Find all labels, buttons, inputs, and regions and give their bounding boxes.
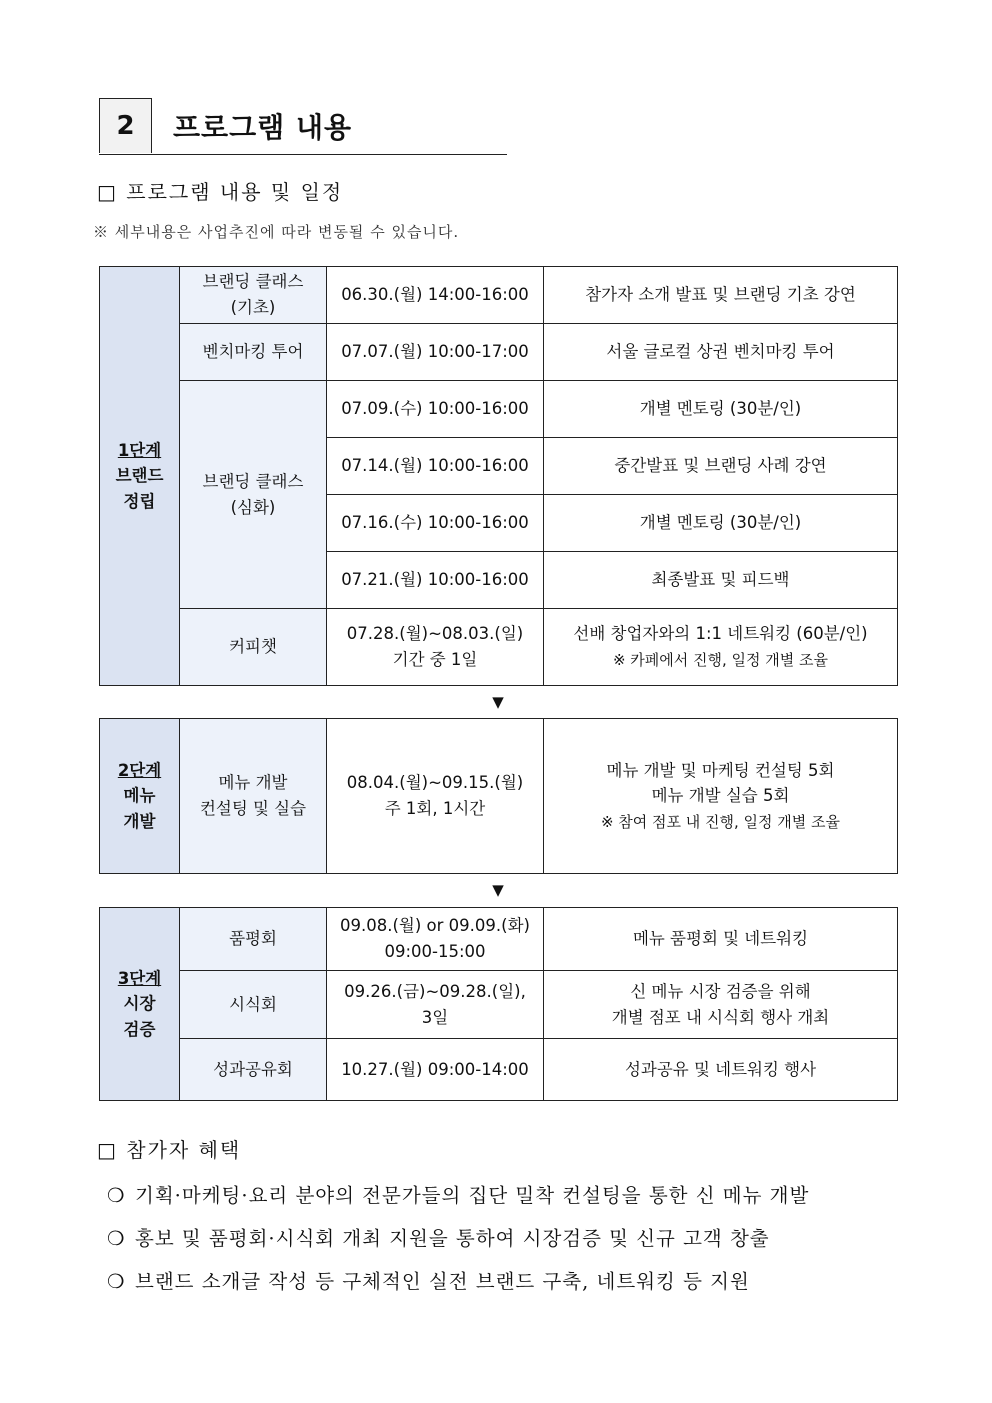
bullet-circle-icon: ❍ [107, 1227, 126, 1250]
bullet-circle-icon: ❍ [107, 1184, 126, 1207]
program-cell: 커피챗 [180, 609, 327, 686]
date-cell: 07.14.(월) 10:00-16:00 [327, 438, 544, 495]
program-cell: 브랜딩 클래스 (심화) [180, 381, 327, 609]
content-cell: 참가자 소개 발표 및 브랜딩 기초 강연 [544, 267, 898, 324]
stage3-table [99, 907, 898, 1101]
date-cell: 07.07.(월) 10:00-17:00 [327, 324, 544, 381]
stage1-label: 1단계 브랜드 정립 [100, 267, 180, 686]
program-cell: 품평회 [180, 908, 327, 971]
date-cell: 06.30.(월) 14:00-16:00 [327, 267, 544, 324]
content-cell: 선배 창업자와의 1:1 네트워킹 (60분/인) ※ 카페에서 진행, 일정 개별 조율 [544, 609, 898, 686]
section-title: 프로그램 내용 [173, 111, 353, 144]
benefits-heading: □ 참가자 혜택 [97, 1138, 242, 1162]
section-header [99, 98, 507, 155]
date-cell: 10.27.(월) 09:00-14:00 [327, 1039, 544, 1101]
content-cell: 신 메뉴 시장 검증을 위해 개별 점포 내 시식회 행사 개최 [544, 971, 898, 1039]
date-cell: 07.09.(수) 10:00-16:00 [327, 381, 544, 438]
content-cell: 메뉴 품평회 및 네트워킹 [544, 908, 898, 971]
date-cell: 09.08.(월) or 09.09.(화) 09:00-15:00 [327, 908, 544, 971]
stage2-label: 2단계 메뉴 개발 [100, 719, 180, 874]
benefit-item: ❍ 기획·마케팅·요리 분야의 전문가들의 집단 밀착 컨설팅을 통한 신 메뉴 개발 [107, 1184, 810, 1207]
program-cell: 벤치마킹 투어 [180, 324, 327, 381]
schedule-note: ※ 세부내용은 사업추진에 따라 변동될 수 있습니다. [93, 223, 460, 241]
section-number: 2 [99, 98, 152, 153]
program-cell: 성과공유회 [180, 1039, 327, 1101]
date-cell: 08.04.(월)~09.15.(월) 주 1회, 1시간 [327, 719, 544, 874]
content-cell: 최종발표 및 피드백 [544, 552, 898, 609]
stage1-table [99, 266, 898, 686]
program-cell: 브랜딩 클래스 (기초) [180, 267, 327, 324]
date-cell: 09.26.(금)~09.28.(일), 3일 [327, 971, 544, 1039]
content-cell: 서울 글로컬 상권 벤치마킹 투어 [544, 324, 898, 381]
stage2-table [99, 718, 898, 874]
content-cell: 성과공유 및 네트워킹 행사 [544, 1039, 898, 1101]
content-cell: 중간발표 및 브랜딩 사례 강연 [544, 438, 898, 495]
schedule-heading: □ 프로그램 내용 및 일정 [97, 180, 344, 204]
date-cell: 07.16.(수) 10:00-16:00 [327, 495, 544, 552]
stage3-label: 3단계 시장 검증 [100, 908, 180, 1101]
flow-arrow-icon: ▼ [492, 693, 504, 711]
content-cell: 메뉴 개발 및 마케팅 컨설팅 5회 메뉴 개발 실습 5회 ※ 참여 점포 내 진행, 일정 개별 조율 [544, 719, 898, 874]
benefit-item: ❍ 홍보 및 품평회·시식회 개최 지원을 통하여 시장검증 및 신규 고객 창출 [107, 1227, 770, 1250]
content-cell: 개별 멘토링 (30분/인) [544, 495, 898, 552]
program-cell: 메뉴 개발 컨설팅 및 실습 [180, 719, 327, 874]
content-cell: 개별 멘토링 (30분/인) [544, 381, 898, 438]
flow-arrow-icon: ▼ [492, 881, 504, 899]
program-cell: 시식회 [180, 971, 327, 1039]
benefit-item: ❍ 브랜드 소개글 작성 등 구체적인 실전 브랜드 구축, 네트워킹 등 지원 [107, 1270, 750, 1293]
bullet-circle-icon: ❍ [107, 1270, 126, 1293]
date-cell: 07.21.(월) 10:00-16:00 [327, 552, 544, 609]
date-cell: 07.28.(월)~08.03.(일) 기간 중 1일 [327, 609, 544, 686]
